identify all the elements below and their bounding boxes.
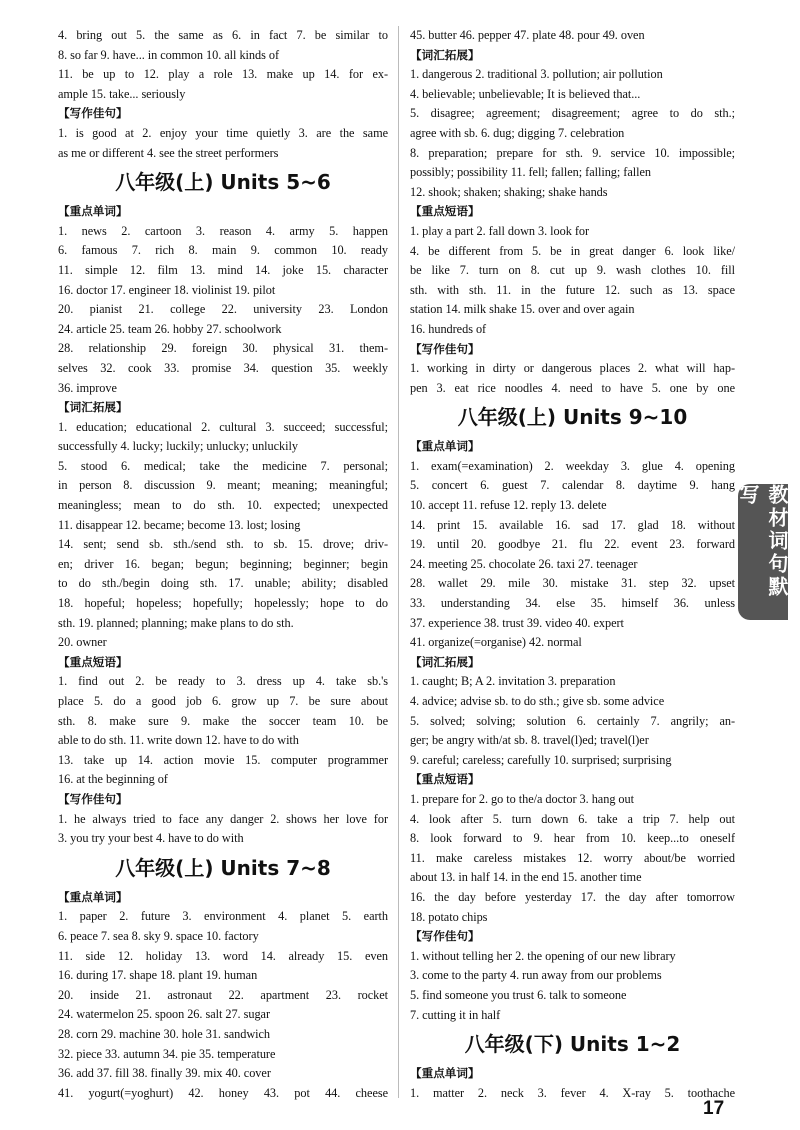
text-line: 5. find someone you trust 6. talk to someone [410, 987, 627, 1002]
text-line: 24. article 25. team 26. hobby 27. schoolwork [58, 321, 282, 336]
text-line: 4. believable; unbelievable; It is believed that... [410, 86, 641, 101]
text-line: 19. until 20. goodbye 21. flu 22. event 23. forward [410, 537, 735, 552]
unit-title: 八年级(上) Units 9~10 [457, 405, 688, 430]
unit-title: 八年级(下) Units 1~2 [464, 1032, 681, 1057]
text-line: 14. print 15. available 16. sad 17. glad 18. without [410, 517, 735, 532]
text-line: 16. doctor 17. engineer 18. violinist 19. pilot [58, 282, 276, 297]
unit-title: 八年级(上) Units 5~6 [115, 170, 331, 195]
text-line: able to do sth. 11. write down 12. have to do with [58, 733, 299, 748]
text-line: as me or different 4. see the street performers [58, 145, 279, 160]
section-tag: 【词汇拓展】 [410, 654, 480, 669]
text-line: 1. exam(=examination) 2. weekday 3. glue 4. opening [410, 458, 735, 473]
section-tag: 【重点单词】 [410, 1066, 480, 1081]
section-tag: 【写作佳句】 [410, 341, 480, 356]
text-line: 1. find out 2. be ready to 3. dress up 4. take sb.'s [58, 674, 388, 689]
text-line: 1. education; educational 2. cultural 3. succeed; successful; [58, 419, 388, 434]
text-line: 20. owner [58, 635, 107, 650]
unit-title: 八年级(上) Units 7~8 [115, 855, 331, 880]
text-line: 1. is good at 2. enjoy your time quietly 3. are the same [58, 125, 388, 140]
text-line: 1. prepare for 2. go to the/a doctor 3. hang out [410, 791, 635, 806]
text-line: 8. so far 9. have... in common 10. all kinds of [58, 47, 280, 62]
text-line: 32. piece 33. autumn 34. pie 35. temperature [58, 1046, 276, 1061]
text-line: 41. organize(=organise) 42. normal [410, 635, 582, 650]
text-line: be like 7. turn on 8. cut up 9. wash clothes 10. fill [410, 263, 735, 278]
column-divider [398, 26, 399, 1098]
text-line: 8. preparation; prepare for sth. 9. service 10. impossible; [410, 145, 735, 160]
text-line: 14. sent; send sb. sth./send sth. to sb. 15. drove; driv- [58, 537, 388, 552]
text-line: ger; be angry with/at sb. 8. travel(l)ed; travel(l)er [410, 733, 649, 748]
side-tab[interactable] [738, 484, 788, 620]
text-line: 36. add 37. fill 38. finally 39. mix 40. cover [58, 1066, 271, 1081]
text-line: station 14. milk shake 15. over and over again [410, 302, 635, 317]
text-line: 13. take up 14. action movie 15. computer programmer [58, 752, 388, 767]
text-line: 3. you try your best 4. have to do with [58, 831, 244, 846]
text-line: 24. watermelon 25. spoon 26. salt 27. sugar [58, 1007, 270, 1022]
left-column [58, 26, 388, 1103]
text-line: 8. look forward to 9. hear from 10. keep...to oneself [410, 831, 735, 846]
text-line: 16. hundreds of [410, 321, 487, 336]
text-line: 1. matter 2. neck 3. fever 4. X-ray 5. toothache [410, 1085, 735, 1100]
text-line: 5. disagree; agreement; disagreement; agree to do sth.; [410, 106, 735, 121]
text-line: to do sth./begin doing sth. 17. unable; ability; disabled [58, 576, 388, 591]
text-line: 5. concert 6. guest 7. calendar 8. daytime 9. hang [410, 478, 735, 493]
text-line: possibly; possibility 11. fell; fallen; falling; fallen [410, 165, 651, 180]
text-line: 5. solved; solving; solution 6. certainly 7. angrily; an- [410, 713, 735, 728]
text-line: 18. hopeful; hopeless; hopefully; hopelessly; hope to do [58, 596, 388, 611]
text-line: 11. side 12. holiday 13. word 14. already 15. even [58, 948, 388, 963]
text-line: 1. play a part 2. fall down 3. look for [410, 223, 590, 238]
right-column [410, 26, 735, 1103]
text-line: successfully 4. lucky; luckily; unlucky; unluckily [58, 439, 298, 454]
text-line: in person 8. discussion 9. meant; meaning; meaningful; [58, 478, 388, 493]
text-line: 6. peace 7. sea 8. sky 9. space 10. factory [58, 928, 259, 943]
text-line: 16. during 17. shape 18. plant 19. human [58, 968, 258, 983]
text-line: 28. relationship 29. foreign 30. physical 31. them- [58, 341, 388, 356]
text-line: 7. cutting it in half [410, 1007, 501, 1022]
text-line: 9. careful; careless; carefully 10. surprised; surprising [410, 752, 672, 767]
side-tab-label: 教材词句默写 [736, 484, 789, 599]
text-line: 11. be up to 12. play a role 13. make up 14. for ex- [58, 67, 388, 82]
text-line: place 5. do a good job 6. grow up 7. be sure about [58, 694, 388, 708]
text-line: 28. wallet 29. mile 30. mistake 31. step 32. upset [410, 576, 735, 591]
text-line: 18. potato chips [410, 909, 488, 924]
text-line: en; driver 16. began; begun; beginning; beginner; begin [58, 556, 388, 571]
text-line: 3. come to the party 4. run away from our problems [410, 968, 662, 983]
text-line: 28. corn 29. machine 30. hole 31. sandwich [58, 1026, 271, 1041]
text-line: agree with sb. 6. dug; digging 7. celebration [410, 125, 625, 140]
section-tag: 【重点单词】 [410, 439, 480, 454]
text-line: 6. famous 7. rich 8. main 9. common 10. ready [58, 243, 388, 258]
text-line: 1. caught; B; A 2. invitation 3. preparation [410, 674, 616, 689]
section-tag: 【写作佳句】 [58, 791, 128, 806]
text-line: 1. working in dirty or dangerous places 2. what will hap- [410, 361, 735, 376]
text-line: 45. butter 46. pepper 47. plate 48. pour 49. oven [410, 28, 645, 42]
text-line: 37. experience 38. trust 39. video 40. expert [410, 615, 624, 630]
text-line: 36. improve [58, 380, 117, 395]
text-line: 11. simple 12. film 13. mind 14. joke 15. character [58, 262, 388, 277]
section-tag: 【词汇拓展】 [58, 400, 128, 415]
text-line: 41. yogurt(=yoghurt) 42. honey 43. pot 44. cheese [58, 1085, 388, 1100]
text-line: 33. understanding 34. else 35. himself 36. unless [410, 596, 735, 611]
text-line: selves 32. cook 33. promise 34. question 35. weekly [58, 360, 388, 375]
section-tag: 【重点单词】 [58, 889, 128, 904]
text-line: pen 3. eat rice noodles 4. need to have 5. one by one [410, 380, 735, 395]
section-tag: 【重点短语】 [58, 654, 128, 669]
section-tag: 【重点短语】 [410, 772, 480, 787]
text-line: 20. inside 21. astronaut 22. apartment 23. rocket [58, 987, 388, 1002]
section-tag: 【写作佳句】 [58, 106, 128, 121]
text-line: 20. pianist 21. college 22. university 23. London [58, 302, 388, 317]
text-line: 4. be different from 5. be in great danger 6. look like/ [410, 243, 735, 258]
text-line: 24. meeting 25. chocolate 26. taxi 27. teenager [410, 556, 638, 571]
section-tag: 【重点单词】 [58, 204, 128, 219]
text-line: 16. at the beginning of [58, 772, 168, 787]
text-line: 11. disappear 12. became; become 13. lost; losing [58, 517, 301, 532]
text-line: 4. advice; advise sb. to do sth.; give sb. some advice [410, 694, 665, 708]
text-line: 1. he always tried to face any danger 2. shows her love for [58, 811, 388, 826]
text-line: sth. 8. make sure 9. make the soccer team 10. be [58, 713, 388, 728]
text-line: 1. dangerous 2. traditional 3. pollution; air pollution [410, 67, 663, 82]
page-number: 17 [703, 1098, 725, 1119]
text-line: 10. accept 11. refuse 12. reply 13. delete [410, 498, 607, 513]
text-line: 4. look after 5. turn down 6. take a trip 7. help out [410, 811, 735, 826]
text-line: ample 15. take... seriously [58, 86, 186, 101]
text-line: sth. with sth. 11. in the future 12. such as 13. space [410, 282, 735, 297]
text-line: 1. without telling her 2. the opening of our new library [410, 948, 676, 963]
text-line: 1. news 2. cartoon 3. reason 4. army 5. happen [58, 223, 388, 238]
text-line: 12. shook; shaken; shaking; shake hands [410, 184, 608, 199]
section-tag: 【写作佳句】 [410, 929, 480, 944]
text-line: 16. the day before yesterday 17. the day after tomorrow [410, 889, 735, 904]
text-line: 4. bring out 5. the same as 6. in fact 7. be similar to [58, 28, 388, 42]
text-line: 11. make careless mistakes 12. worry about/be worried [410, 850, 735, 865]
text-line: about 13. in half 14. in the end 15. another time [410, 870, 642, 885]
text-line: meaningless; mean to do sth. 10. expected; unexpected [58, 498, 388, 513]
section-tag: 【词汇拓展】 [410, 47, 480, 62]
text-line: sth. 19. planned; planning; make plans to do sth. [58, 615, 294, 630]
text-line: 1. paper 2. future 3. environment 4. planet 5. earth [58, 909, 388, 924]
section-tag: 【重点短语】 [410, 204, 480, 219]
text-line: 5. stood 6. medical; take the medicine 7. personal; [58, 458, 388, 473]
